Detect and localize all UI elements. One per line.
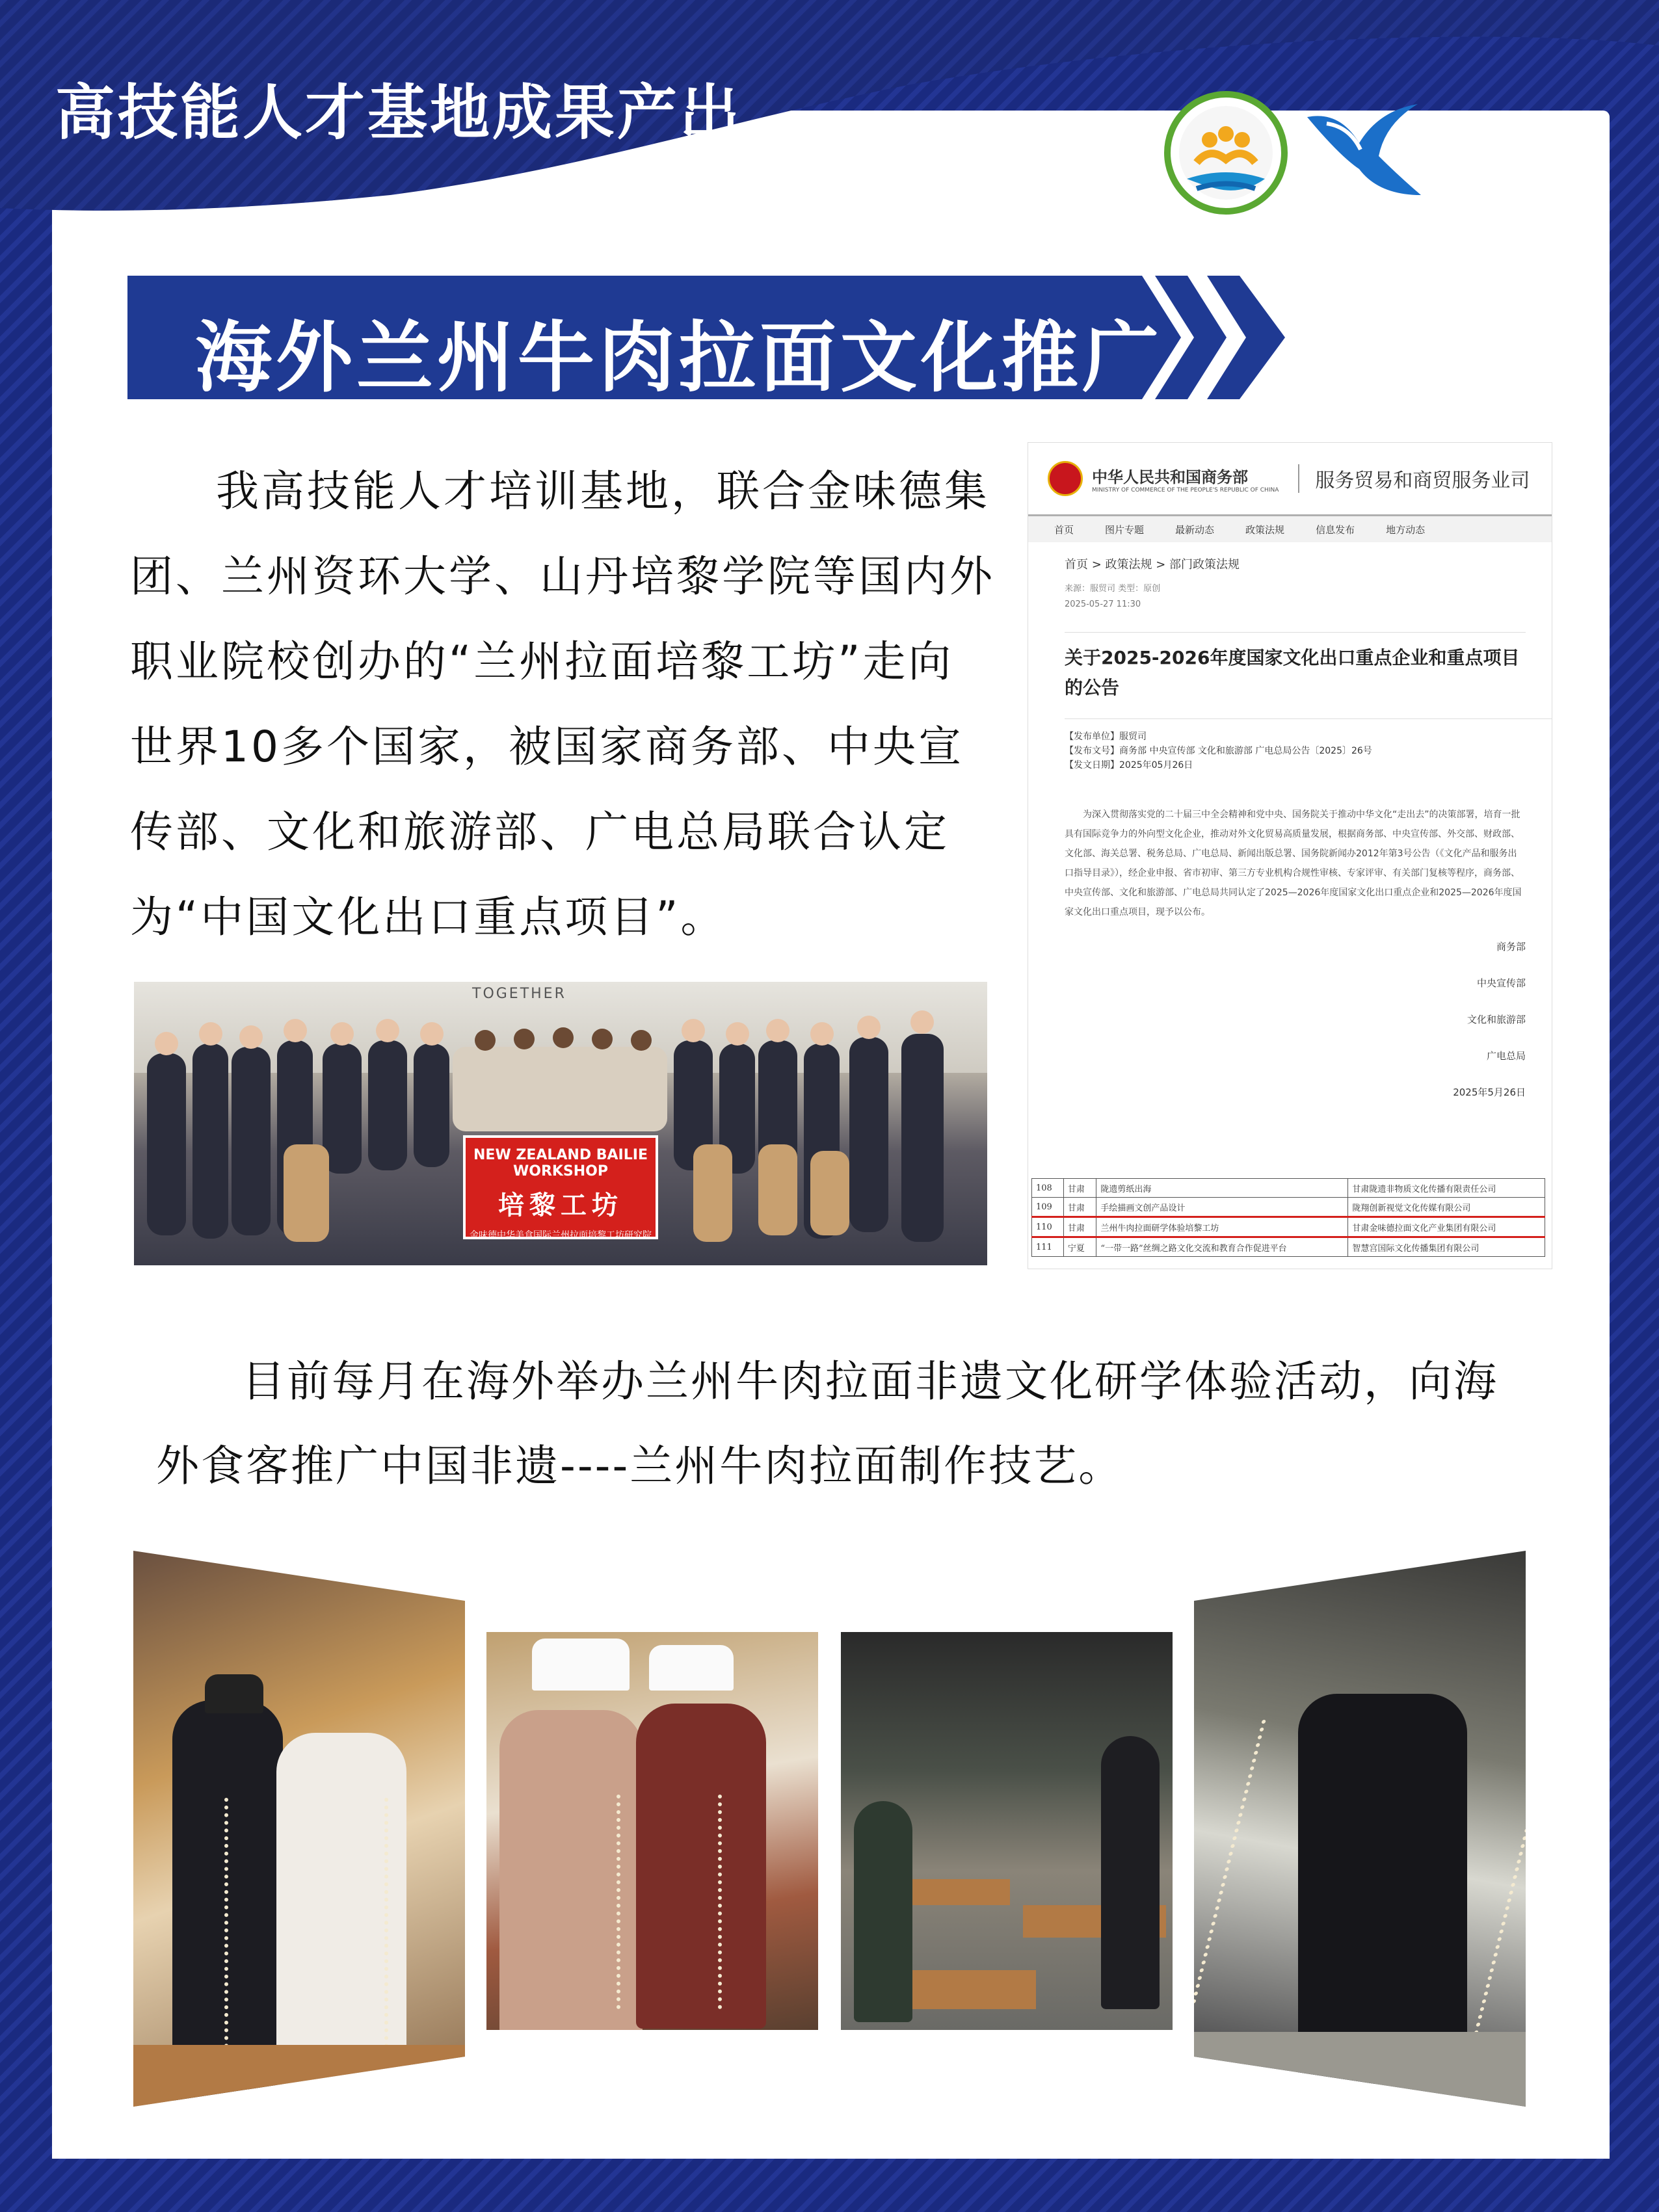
announcement-body: 为深入贯彻落实党的二十届三中全会精神和党中央、国务院关于推动中华文化“走出去”的决策部署，培育一批具有国际竞争力的外向型文化企业，推动对外文化贸易高质量发展，根据商务部、中央宣传部、外交部、财政部、文化部、海关总署、税务总局、广电总局、新闻出版总署、国务院新闻办2012年第3号公告（《文化产品和服务出口指导目录》），经企业申报、省市初审、第三方专业机构合规性审核、专家评审、有关部门复核等程序，商务部、中央宣传部、文化和旅游部、广电总局共同认定了2025—2026年度国家文化出口重点企业和2025—2026年度国家文化出口重点项目，现予以公布。	[1065, 810, 1522, 917]
brand-bird-logo-icon	[1301, 98, 1424, 202]
ministry-name	[1092, 464, 1279, 494]
activity-photo-4	[1194, 1551, 1526, 2107]
project-table	[1031, 1178, 1545, 1257]
group-photo	[134, 982, 987, 1265]
noodle-strands	[224, 1798, 388, 2071]
signatory: 文化和旅游部	[1467, 1014, 1526, 1025]
noodle-strands	[1194, 1720, 1526, 2058]
participant-figure	[854, 1801, 912, 2022]
participant-figure	[1101, 1736, 1160, 2009]
cell-company: 甘肃金味德拉面文化产业集团有限公司	[1348, 1217, 1545, 1237]
cell-company: 陇翔创新视觉文化传媒有限公司	[1348, 1198, 1545, 1217]
table-row-highlighted	[1032, 1217, 1545, 1237]
cell-province: 甘肃	[1063, 1198, 1096, 1217]
wall-text: TOGETHER	[472, 986, 566, 1002]
activity-photo-2	[486, 1632, 818, 2030]
meta-time: 2025-05-27 11:30	[1065, 599, 1141, 609]
activity-line-2: 外食客推广中国非遗----兰州牛肉拉面制作技艺。	[156, 1441, 1124, 1491]
header-title: 高技能人才基地成果产出	[55, 78, 743, 148]
nav-item[interactable]: 最新动态	[1175, 523, 1215, 536]
table-row	[1032, 1198, 1545, 1217]
announcement-info	[1065, 718, 1552, 772]
announcement-date: 2025年5月26日	[1453, 1086, 1526, 1098]
intro-text: 我高技能人才培训基地，联合金味德集团、兰州资环大学、山丹培黎学院等国内外职业院校创办的“兰州拉面培黎工坊”走向世界10多个国家，被国家商务部、中央宣传部、文化和旅游部、广电总局联合认定为“中国文化出口重点项目”。	[130, 466, 995, 942]
cell-province: 宁夏	[1063, 1237, 1096, 1257]
signatories	[1028, 928, 1526, 1111]
section-title: 海外兰州牛肉拉面文化推广	[195, 313, 1163, 402]
sign-chinese: 培黎工坊	[498, 1191, 623, 1220]
department-name: 服务贸易和商贸服务业司	[1298, 464, 1530, 493]
chef-hat	[532, 1639, 630, 1691]
noodle-strands	[617, 1795, 722, 2009]
signatory: 商务部	[1496, 941, 1526, 953]
activity-line-1: 目前每月在海外举办兰州牛肉拉面非遗文化研学体验活动，向海	[242, 1356, 1498, 1406]
activity-paragraph	[156, 1339, 1548, 1508]
talent-base-logo-icon	[1164, 91, 1288, 215]
chef-cap	[205, 1674, 263, 1713]
cell-no: 109	[1032, 1198, 1064, 1217]
activity-photo-3	[841, 1632, 1173, 2030]
cell-project: 手绘描画文创产品设计	[1096, 1198, 1348, 1217]
cell-company: 甘肃陇遗非物质文化传播有限责任公司	[1348, 1179, 1545, 1198]
nav-item[interactable]: 信息发布	[1316, 523, 1355, 536]
cell-no: 111	[1032, 1237, 1064, 1257]
cell-project: 陇遗剪纸出海	[1096, 1179, 1348, 1198]
meta-source: 来源：服贸司 类型：原创	[1065, 584, 1161, 594]
ministry-name-cn: 中华人民共和国商务部	[1092, 467, 1248, 486]
cell-project: “一带一路”丝绸之路文化交流和教育合作促进平台	[1096, 1237, 1348, 1257]
sign-english: NEW ZEALAND BAILIE WORKSHOP	[473, 1147, 648, 1179]
info-date: 【发文日期】2025年05月26日	[1065, 760, 1193, 770]
article-meta	[1065, 581, 1552, 612]
site-nav	[1028, 514, 1552, 542]
table-row	[1032, 1237, 1545, 1257]
table-row	[1032, 1179, 1545, 1198]
nav-item[interactable]: 首页	[1054, 523, 1074, 536]
signatory: 广电总局	[1486, 1050, 1526, 1062]
info-number: 【发布文号】商务部 中央宣传部 文化和旅游部 广电总局公告〔2025〕26号	[1065, 746, 1372, 756]
chef-hat	[649, 1645, 734, 1691]
sign-subtitle: 金味德中华美食国际兰州拉面培黎工坊研究院	[470, 1230, 652, 1241]
cell-province: 甘肃	[1063, 1217, 1096, 1237]
cell-no: 110	[1032, 1217, 1064, 1237]
nav-item[interactable]: 政策法规	[1245, 523, 1285, 536]
intro-paragraph	[130, 449, 995, 960]
announcement-title: 关于2025-2026年度国家文化出口重点企业和重点项目的公告	[1065, 632, 1526, 703]
cell-company: 智慧宫国际文化传播集团有限公司	[1348, 1237, 1545, 1257]
signatory: 中央宣传部	[1476, 977, 1526, 989]
nav-item[interactable]: 地方动态	[1386, 523, 1426, 536]
info-unit: 【发布单位】服贸司	[1065, 731, 1147, 742]
ministry-emblem-icon	[1048, 461, 1083, 496]
workshop-sign	[463, 1135, 658, 1239]
ministry-name-en: MINISTRY OF COMMERCE OF THE PEOPLE'S REPUBLIC OF CHINA	[1092, 486, 1279, 494]
ministry-header	[1028, 443, 1552, 514]
cell-province: 甘肃	[1063, 1179, 1096, 1198]
breadcrumb: 首页 > 政策法规 > 部门政策法规	[1065, 558, 1240, 572]
cell-no: 108	[1032, 1179, 1064, 1198]
cell-project: 兰州牛肉拉面研学体验培黎工坊	[1096, 1217, 1348, 1237]
announcement-screenshot	[1028, 442, 1552, 1269]
activity-photo-1	[133, 1551, 465, 2107]
nav-item[interactable]: 图片专题	[1105, 523, 1145, 536]
